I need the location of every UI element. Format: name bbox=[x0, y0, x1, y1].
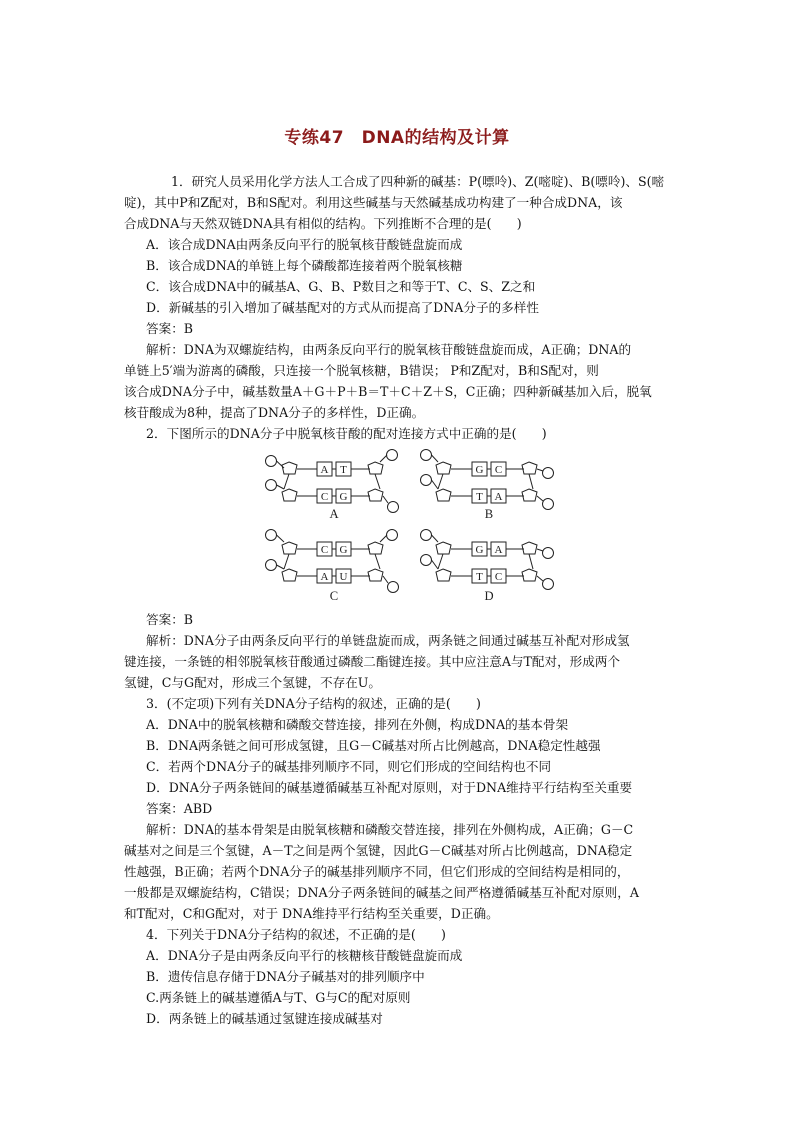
q1-option-a: A．该合成DNA由两条反向平行的脱氧核苷酸链盘旋而成 bbox=[146, 237, 463, 252]
panel-b-diagram bbox=[421, 450, 554, 522]
q2-stem: 2．下图所示的DNA分子中脱氧核苷酸的配对连接方式中正确的是( ) bbox=[146, 426, 547, 441]
panel-d-bottom-right-base: C bbox=[494, 571, 503, 583]
q1-analysis-line-2: 单链上5′端为游离的磷酸，只连接一个脱氧核糖，B错误； P和Z配对，B和S配对，则 bbox=[124, 363, 599, 378]
panel-a-label: A bbox=[329, 507, 339, 521]
panel-d-top-right-base: A bbox=[494, 544, 503, 556]
q2-analysis-line-3: 氢键，C与G配对，形成三个氢键，不存在U。 bbox=[124, 675, 381, 690]
panel-b-bottom-right-base: A bbox=[494, 491, 503, 503]
q3-option-c: C．若两个DNA分子的碱基排列顺序不同，则它们形成的空间结构也不同 bbox=[146, 759, 552, 774]
panel-d-bottom-left-base: T bbox=[476, 571, 483, 583]
q2-answer: 答案：B bbox=[146, 612, 194, 627]
panel-c-top-right-base: G bbox=[339, 544, 348, 556]
q1-option-c: C．该合成DNA中的碱基A、G、B、P数目之和等于T、C、S、Z之和 bbox=[146, 279, 536, 294]
q3-analysis-line-1: 解析：DNA的基本骨架是由脱氧核糖和磷酸交替连接，排列在外侧构成，A正确；G－C bbox=[146, 822, 634, 837]
panel-c-top-left-base: C bbox=[320, 544, 329, 556]
q3-analysis-line-2: 碱基对之间是三个氢键，A－T之间是两个氢键，因此G－C碱基对所占比例越高，DNA稳定 bbox=[124, 843, 633, 858]
panel-c-label: C bbox=[329, 589, 339, 603]
panel-a-diagram bbox=[266, 450, 399, 522]
q3-answer: 答案：ABD bbox=[146, 801, 213, 816]
q4-option-b: B．遗传信息存储于DNA分子碱基对的排列顺序中 bbox=[146, 969, 425, 984]
panel-a-top-right-base: T bbox=[340, 464, 347, 476]
q3-analysis-line-3: 性越强，B正确；若两个DNA分子的碱基排列顺序不同，但它们形成的空间结构是相同的， bbox=[124, 864, 630, 879]
q3-option-b: B．DNA两条链之间可形成氢键，且G－C碱基对所占比例越高，DNA稳定性越强 bbox=[146, 738, 601, 753]
q1-option-b: B．该合成DNA的单链上每个磷酸都连接着两个脱氧核糖 bbox=[146, 258, 463, 273]
q1-stem-line-1: 1．研究人员采用化学方法人工合成了四种新的碱基：P(嘌呤)、Z(嘧啶)、B(嘌呤)、S(嘧 bbox=[171, 174, 665, 189]
q1-analysis-line-1: 解析：DNA为双螺旋结构，由两条反向平行的脱氧核苷酸链盘旋而成，A正确；DNA的 bbox=[146, 342, 632, 357]
panel-b-top-right-base: C bbox=[494, 464, 503, 476]
panel-c-bottom-right-base: U bbox=[339, 571, 348, 583]
panel-b-bottom-left-base: T bbox=[476, 491, 483, 503]
q3-option-a: A．DNA中的脱氧核糖和磷酸交替连接，排列在外侧，构成DNA的基本骨架 bbox=[146, 717, 569, 732]
q3-analysis-line-5: 和T配对，C和G配对，对于 DNA维持平行结构至关重要，D正确。 bbox=[124, 906, 499, 921]
q2-analysis-line-1: 解析：DNA分子由两条反向平行的单链盘旋而成，两条链之间通过碱基互补配对形成氢 bbox=[146, 633, 630, 648]
panel-b-top-left-base: G bbox=[475, 464, 484, 476]
q2-analysis-line-2: 键连接，一条链的相邻脱氧核苷酸通过磷酸二酯键连接。其中应注意A与T配对，形成两个 bbox=[124, 654, 621, 669]
panel-a-bottom-left-base: C bbox=[320, 491, 329, 503]
q3-stem: 3．(不定项)下列有关DNA分子结构的叙述，正确的是( ) bbox=[146, 696, 481, 711]
q1-answer: 答案：B bbox=[146, 321, 194, 336]
q4-option-a: A．DNA分子是由两条反向平行的核糖核苷酸链盘旋而成 bbox=[146, 948, 463, 963]
q1-stem-line-2: 啶)，其中P和Z配对，B和S配对。利用这些碱基与天然碱基成功构建了一种合成DNA，该 bbox=[124, 195, 623, 210]
q3-analysis-line-4: 一般都是双螺旋结构，C错误；DNA分子两条链间的碱基之间严格遵循碱基互补配对原则，A bbox=[124, 885, 639, 900]
q1-stem-line-3: 合成DNA与天然双链DNA具有相似的结构。下列推断不合理的是( ) bbox=[124, 216, 522, 231]
q4-option-d: D．两条链上的碱基通过氢键连接成碱基对 bbox=[146, 1011, 383, 1026]
panel-d-top-left-base: G bbox=[475, 544, 484, 556]
q1-analysis-line-4: 核苷酸成为8种，提高了DNA分子的多样性，D正确。 bbox=[124, 405, 425, 420]
q1-analysis-line-3: 该合成DNA分子中，碱基数量A＋G＋P＋B＝T＋C＋Z＋S，C正确；四种新碱基加入后，脱氧 bbox=[124, 384, 652, 399]
panel-a-bottom-right-base: G bbox=[339, 491, 348, 503]
q4-stem: 4．下列关于DNA分子结构的叙述，不正确的是( ) bbox=[146, 927, 446, 942]
panel-c-diagram bbox=[266, 530, 399, 604]
panel-d-diagram bbox=[421, 530, 554, 604]
panel-c-bottom-left-base: A bbox=[320, 571, 329, 583]
q1-option-d: D．新碱基的引入增加了碱基配对的方式从而提高了DNA分子的多样性 bbox=[146, 300, 539, 315]
page-title: 专练47 DNA的结构及计算 bbox=[284, 128, 510, 148]
q3-option-d: D．DNA分子两条链间的碱基遵循碱基互补配对原则，对于DNA维持平行结构至关重要 bbox=[146, 780, 633, 795]
dna-pairing-figure bbox=[262, 447, 562, 607]
panel-a-top-left-base: A bbox=[320, 464, 329, 476]
panel-d-label: D bbox=[484, 589, 494, 603]
q4-option-c: C.两条链上的碱基遵循A与T、G与C的配对原则 bbox=[146, 990, 411, 1005]
panel-b-label: B bbox=[484, 507, 494, 521]
